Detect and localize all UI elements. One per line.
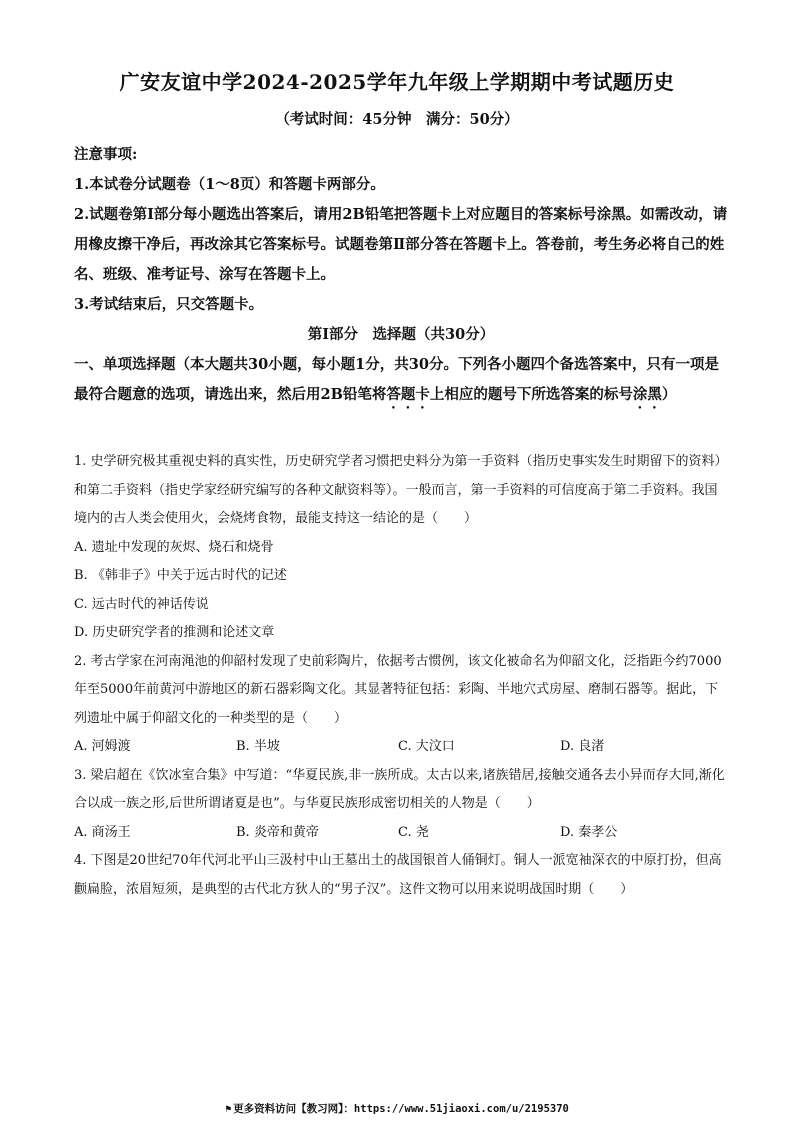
notes-item-1: 1.本试卷分试题卷（1～8页）和答题卡两部分。 <box>74 176 385 193</box>
question-3-options <box>74 819 726 848</box>
section-instructions <box>74 350 728 412</box>
exam-title: 广安友谊中学2024-2025学年九年级上学期期中考试题历史 <box>119 70 675 94</box>
question-1-option-b: B. 《韩非子》中关于远古时代的记述 <box>74 568 287 583</box>
footer-text[interactable]: 更多资料访问【教习网】：https://www.51jiaoxi.com/u/2195370 <box>233 1103 569 1115</box>
question-3-stem: 3. 梁启超在《饮冰室合集》中写道：“华夏民族,非一族所成。太古以来,诸族错居,接触交通各去小异而存大同,渐化合以成一族之形,后世所谓诸夏是也”。与华夏民族形成密切相关的人物是（ ） <box>74 767 725 811</box>
notes-heading: 注意事项: <box>74 146 138 163</box>
notes-section <box>74 140 728 412</box>
question-2-option-c: C. 大汶口 <box>398 739 455 754</box>
part-1-heading: 第Ⅰ部分 选择题（共30分） <box>307 326 495 343</box>
question-1-stem: 1. 史学研究极其重视史料的真实性，历史研究学者习惯把史料分为第一手资料（指历史事实发生时期留下的资料）和第二手资料（指史学家经研究编写的各种文献资料等）。一般而言，第一手资料的可信度高于第二手资料。我国境内的古人类会使用火，会烧烤食物，最能支持这一结论的是（ ） <box>74 454 722 526</box>
question-3-option-d: D. 秦孝公 <box>560 824 618 840</box>
question-2-option-b: B. 半坡 <box>236 739 280 754</box>
footer-link[interactable] <box>0 1101 794 1116</box>
question-2-option-a: A. 河姆渡 <box>74 739 131 754</box>
question-4-stem: 4. 下图是20世纪70年代河北平山三汲村中山王墓出土的战国银首人俑铜灯。铜人一派宽袖深衣的中原打扮，但高颧扁脸，浓眉短须，是典型的古代北方狄人的“男子汉”。这件文物可以用来说明战国时期（ ） <box>74 853 722 897</box>
question-3-option-a: A. 商汤王 <box>74 824 131 840</box>
section-emphasis-answer-card: 答题卡 <box>386 386 430 403</box>
section-instructions-c: ） <box>661 386 677 403</box>
question-3-option-b: B. 炎帝和黄帝 <box>236 824 319 840</box>
flag-icon: ⚑ <box>225 1104 232 1115</box>
questions-body <box>74 448 726 904</box>
question-2-stem: 2. 考古学家在河南渑池的仰韶村发现了史前彩陶片，依据考古惯例，该文化被命名为仰韶文化，泛指距今约7000年至5000年前黄河中游地区的新石器彩陶文化。其显著特征包括：彩陶、半地穴式房屋、磨制石器等。据此，下列遗址中属于仰韶文化的一种类型的是（ ） <box>74 653 722 726</box>
question-3-option-c: C. 尧 <box>398 824 429 840</box>
question-2-options <box>74 733 726 762</box>
question-2-option-d: D. 良渚 <box>560 739 605 754</box>
section-emphasis-blacken: 涂黑 <box>632 386 662 403</box>
exam-subtitle: （考试时间：45分钟 满分：50分） <box>275 111 519 128</box>
notes-item-2: 2.试题卷第Ⅰ部分每小题选出答案后，请用2B铅笔把答题卡上对应题目的答案标号涂黑。如需改动，请用橡皮擦干净后，再改涂其它答案标号。试题卷第Ⅱ部分答在答题卡上。答卷前，考生务必将自己的姓名、班级、准考证号、涂写在答题卡上。 <box>74 206 728 283</box>
section-instructions-b: 上相应的题号下所选答案的标号 <box>429 386 633 403</box>
question-1-option-d: D. 历史研究学者的推测和论述文章 <box>74 625 275 640</box>
section-instructions-a: 一、单项选择题（本大题共30小题，每小题1分，共30分。下列各小题四个备选答案中，只有一项是最符合题意的选项，请选出来，然后用2B铅笔将 <box>74 356 719 403</box>
question-1-option-a: A. 遗址中发现的灰烬、烧石和烧骨 <box>74 539 274 555</box>
question-1-option-c: C. 远古时代的神话传说 <box>74 596 209 612</box>
notes-item-3: 3.考试结束后，只交答题卡。 <box>74 296 264 313</box>
